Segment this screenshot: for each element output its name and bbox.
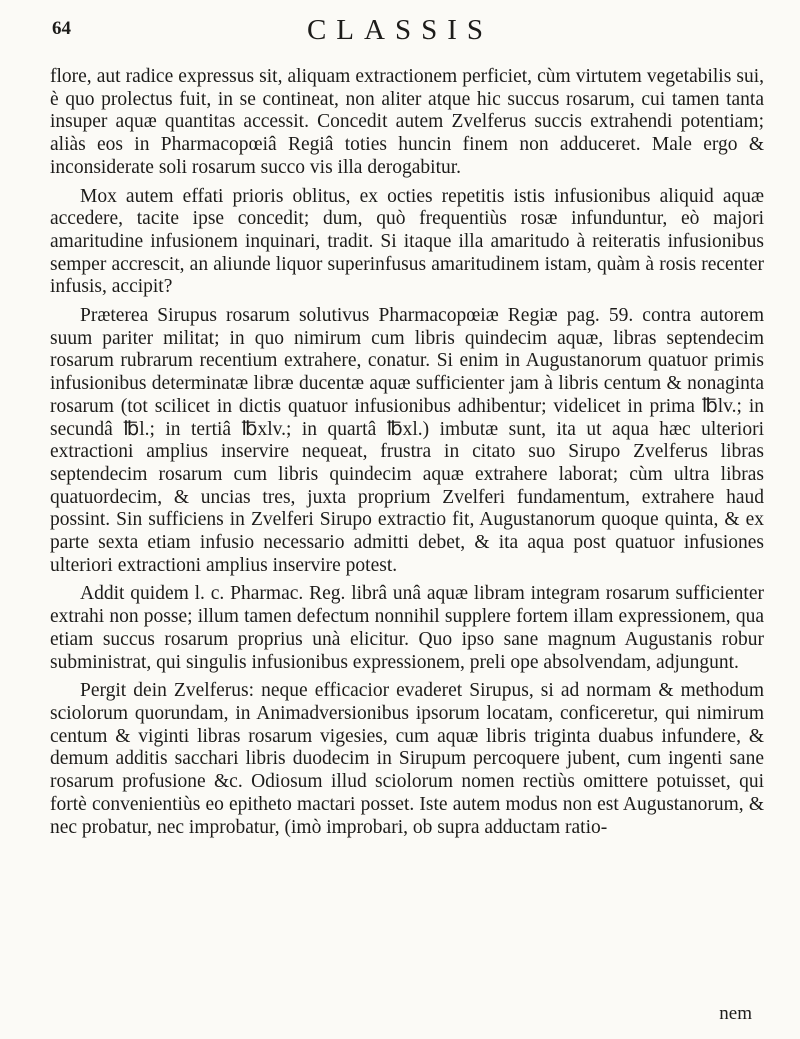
paragraph-continuation: flore, aut radice expressus sit, aliquam extractionem perficiet, cùm virtutem vegetabilis sui, è quo prolectus fuit, in se contineat, non aliter atque hic succus rosarum, cui tamen tanta insuper aquæ quantitas accessit. Concedit autem Zvelferus succis extrahendi potentiam; aliàs eos in Pharmacopœiâ Regiâ toties huncin finem non adduceret. Male ergo & inconsiderate soli rosarum succo vis illa derogabitur. [50,66,764,178]
paragraph-addit-quidem: Addit quidem l. c. Pharmac. Reg. librâ unâ aquæ libram integram rosarum sufficienter extrahi non posse; illum tamen defectum nonnihil supplere fortem illam expressionem, qua etiam succus rosarum proprius unà elicitur. Quo ipso sane magnum Augustanis robur subministrat, qui singulis infusionibus expressionem, preli ope absolvendam, adjungunt. [50,583,764,673]
running-head [52,14,748,54]
paragraph-praeterea: Præterea Sirupus rosarum solutivus Pharmacopœiæ Regiæ pag. 59. contra autorem suum pariter militat; in quo nimirum cum libris quindecim aquæ, libras septendecim rosarum rubrarum recentium extrahere, conatur. Si enim in Augustanorum quatuor primis infusionibus determinatæ libræ ducentæ aquæ sufficienter jam à libris centum & nonaginta rosarum (tot scilicet in dictis quatuor infusionibus adhibentur; videlicet in prima ℔lv.; in secundâ ℔l.; in tertiâ ℔xlv.; in quartâ ℔xl.) imbutæ sunt, ita ut aqua hæc ulteriori extractioni amplius inservire nequeat, frustra in citato suo Sirupo Zvelferus libras septendecim rosarum cum libris quindecim aquæ extrahere laborat; cùm ultra libras quatuordecim, & uncias tres, juxta proprium Zvelferi fundamentum, extrahere haud possint. Sin sufficiens in Zvelferi Sirupo extractio fit, Augustanorum quoque quinta, & ex parte sexta etiam infusio necessario admitti debet, & ita aqua post quatuor infusiones ulteriori extractioni amplius inservire potest. [50,305,764,576]
body-text [50,66,764,845]
paragraph-mox-autem: Mox autem effati prioris oblitus, ex octies repetitis istis infusionibus aliquid aquæ accedere, tacite ipse concedit; dum, quò frequentiùs rosæ infunduntur, eò majori amaritudine infusionem inquinari, tradit. Si itaque illa amaritudo à reiteratis infusionibus semper accrescit, an aliunde liquor superinfusus amaritudinem istam, quàm à rosis recenter infusis, accipit? [50,185,764,298]
page-number: 64 [52,18,71,39]
paragraph-pergit-dein: Pergit dein Zvelferus: neque efficacior evaderet Sirupus, si ad normam & methodum sciolorum quorundam, in Animadversionibus ipsorum locatam, conficeretur, qui nimirum centum & viginti libras rosarum vigesies, cum aquæ libris triginta duabus infundere, & demum additis sacchari libris duodecim in Sirupum percoquere jubent, cum ingenti sane rosarum profusione &c. Odiosum illud sciolorum nomen rectiùs omittere potuisset, qui fortè convenientiùs eo epitheto mactari posset. Iste autem modus non est Augustanorum, & nec probatur, nec improbatur, (imò improbari, ob supra adductam ratio- [50,680,764,838]
catchword: nem [719,1003,752,1024]
running-title: CLASSIS [306,14,494,46]
